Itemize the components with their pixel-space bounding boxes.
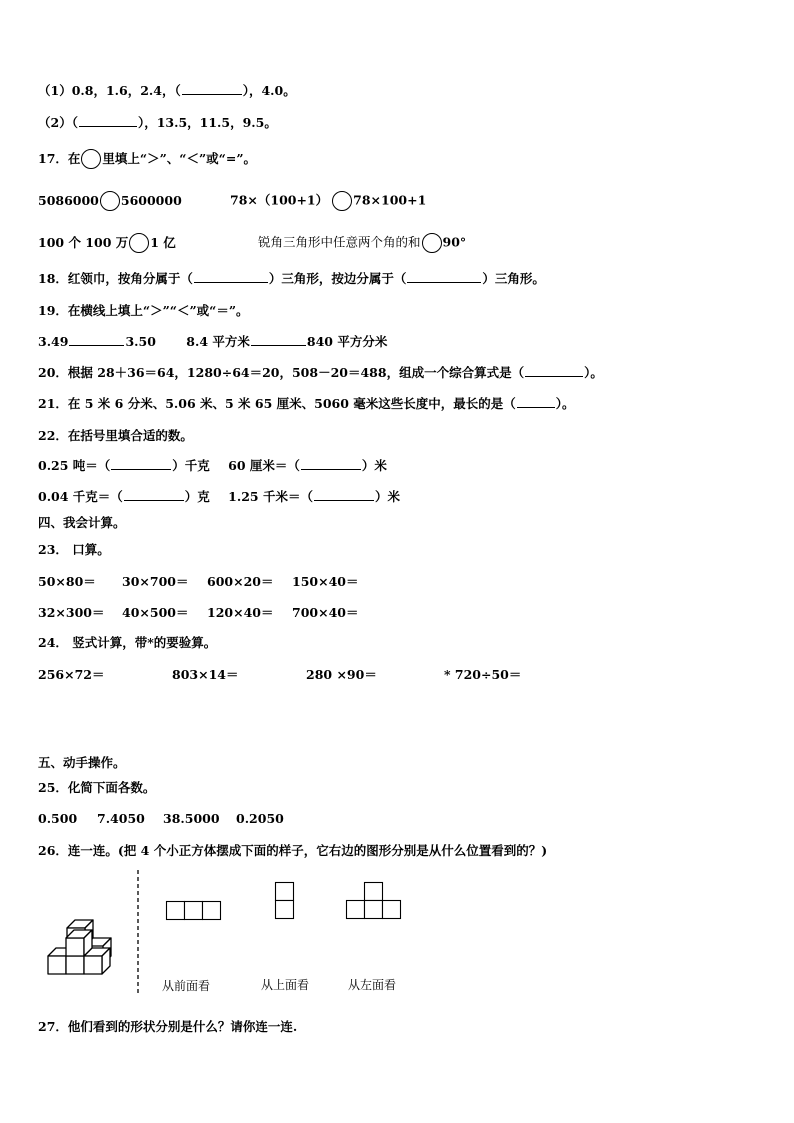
q17-a-right: 5600000 <box>120 192 182 208</box>
q17-d-left: 锐角三角形中任意两个角的和 <box>258 234 421 250</box>
q20-prefix: 20．根据 28＋36＝64，1280÷64＝20，508－20＝488，组成一个综合算式是（ <box>38 365 525 380</box>
q22-row2 <box>38 488 400 506</box>
q17-d-right: 90° <box>442 234 467 250</box>
answer-blank[interactable] <box>314 488 374 501</box>
q24-item: 280 ×90＝ <box>306 667 377 682</box>
q19-a-left: 3.49 <box>38 334 69 349</box>
dashed-divider <box>136 870 140 994</box>
answer-blank[interactable] <box>194 270 268 283</box>
q24-title: 24． 竖式计算，带*的要验算。 <box>38 635 217 650</box>
q19-row <box>38 333 387 351</box>
q23-item: 600×20＝ <box>207 574 274 589</box>
q17-b-left: 78×（100+1） <box>230 192 329 208</box>
answer-blank[interactable] <box>525 364 583 377</box>
q17-c-right: 1 亿 <box>150 234 176 250</box>
view-label-left: 从左面看 <box>348 978 397 992</box>
view-label-front: 从前面看 <box>162 979 211 993</box>
q22-b1: 0.04 千克＝（ <box>38 489 123 504</box>
answer-blank[interactable] <box>79 114 137 127</box>
q26-title: 26．连一连。(把 4 个小正方体摆成下面的样子，它右边的图形分别是从什么位置看到的？) <box>38 843 548 858</box>
q18-text2: ）三角形，按边分属于（ <box>268 271 407 286</box>
q17-title-suffix: 里填上“＞”、“＜”或“=”。 <box>102 150 257 166</box>
answer-blank[interactable] <box>517 395 555 408</box>
answer-blank[interactable] <box>111 457 171 470</box>
q21 <box>38 395 575 413</box>
q22-title: 22．在括号里填合适的数。 <box>38 428 193 443</box>
q25-title: 25．化简下面各数。 <box>38 780 156 795</box>
q24-item: 803×14＝ <box>172 667 239 682</box>
view-shape-top <box>275 882 295 920</box>
q19-title: 19．在横线上填上“＞”“＜”或“＝”。 <box>38 303 249 318</box>
q17-row2-left <box>38 233 176 253</box>
cube-stack-figure <box>40 914 130 980</box>
q22-a2-suffix: ）米 <box>361 458 387 473</box>
q20-suffix: ）。 <box>584 365 603 380</box>
q22-b2-suffix: ）米 <box>374 489 400 504</box>
q22-a1-suffix: ）千克 <box>172 458 210 473</box>
q23-item: 40×500＝ <box>122 605 189 620</box>
q21-suffix: ）。 <box>555 396 575 411</box>
q21-prefix: 21．在 5 米 6 分米、5.06 米、5 米 65 厘米、5060 毫米这些长度中，最长的是（ <box>38 396 516 411</box>
view-shape-front <box>166 901 222 920</box>
answer-blank[interactable] <box>69 333 124 346</box>
q18-text3: ）三角形。 <box>482 271 545 286</box>
view-shape-left <box>346 882 404 920</box>
q23-item: 120×40＝ <box>207 605 274 620</box>
answer-blank[interactable] <box>124 488 184 501</box>
q25-item: 7.4050 <box>97 811 145 826</box>
q24-item: * 720÷50＝ <box>444 667 522 682</box>
answer-blank[interactable] <box>182 82 242 95</box>
compare-circle[interactable] <box>332 191 352 211</box>
q16-item1-prefix: （1）0.8，1.6，2.4，（ <box>38 83 181 98</box>
q16-item2-suffix: ），13.5，11.5，9.5。 <box>137 115 277 130</box>
q19-b-right: 840 平方分米 <box>306 334 388 349</box>
q24-item: 256×72＝ <box>38 667 105 682</box>
q18-text1: 18．红领巾，按角分属于（ <box>38 271 193 286</box>
q17-title-prefix: 17．在 <box>38 150 81 166</box>
q17-row1-right <box>230 191 426 211</box>
q23-item: 700×40＝ <box>292 605 359 620</box>
q17-b-right: 78×100+1 <box>353 192 427 208</box>
q22-row1 <box>38 457 387 475</box>
q22-a1: 0.25 吨＝（ <box>38 458 111 473</box>
q16-item2-prefix: （2）（ <box>38 115 78 130</box>
answer-blank[interactable] <box>407 270 481 283</box>
q25-item: 0.2050 <box>236 811 284 826</box>
compare-circle[interactable] <box>422 233 442 253</box>
answer-blank[interactable] <box>301 457 361 470</box>
q22-a2: 60 厘米＝（ <box>228 458 300 473</box>
compare-circle[interactable] <box>129 233 149 253</box>
q23-title: 23． 口算。 <box>38 542 110 557</box>
answer-blank[interactable] <box>251 333 306 346</box>
q25-item: 38.5000 <box>163 811 220 826</box>
section-4-heading: 四、我会计算。 <box>38 515 126 530</box>
q23-item: 32×300＝ <box>38 605 105 620</box>
q17-row2-right <box>258 233 466 253</box>
compare-circle <box>81 149 101 169</box>
q23-item: 50×80＝ <box>38 574 96 589</box>
compare-circle[interactable] <box>100 191 120 211</box>
q16-item1 <box>38 82 296 100</box>
q17-a-left: 5086000 <box>38 192 99 208</box>
q22-b2: 1.25 千米＝（ <box>228 489 313 504</box>
section-5-heading: 五、动手操作。 <box>38 755 126 770</box>
q17-row1-left <box>38 191 182 211</box>
q20 <box>38 364 603 382</box>
q25-item: 0.500 <box>38 811 78 826</box>
q23-item: 30×700＝ <box>122 574 189 589</box>
q19-a-right: 3.50 <box>125 334 156 349</box>
q17-c-left: 100 个 100 万 <box>38 234 129 250</box>
q17-title <box>38 149 256 169</box>
view-label-top: 从上面看 <box>261 978 310 992</box>
q23-item: 150×40＝ <box>292 574 359 589</box>
q16-item2 <box>38 114 277 132</box>
q16-item1-suffix: ），4.0。 <box>242 83 296 98</box>
q18 <box>38 270 545 288</box>
q22-b1-suffix: ）克 <box>184 489 210 504</box>
q27-title: 27．他们看到的形状分别是什么？请你连一连. <box>38 1019 298 1034</box>
q19-b-left: 8.4 平方米 <box>186 334 250 349</box>
